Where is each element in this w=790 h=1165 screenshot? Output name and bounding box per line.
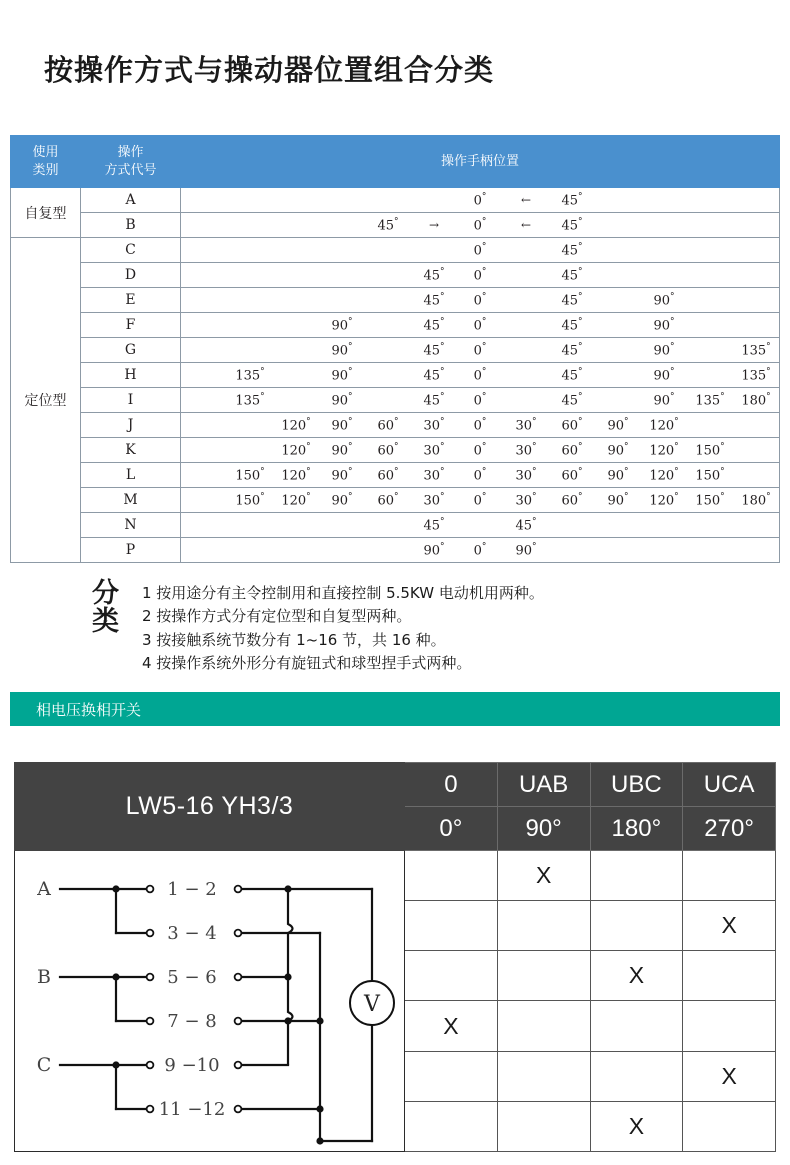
contact-mark-cell-active: X <box>497 851 590 901</box>
position-header-cell: UCA <box>683 763 776 807</box>
angle-value: 0° <box>473 541 487 559</box>
contact-terminal-out <box>234 886 241 893</box>
operation-code-cell: A <box>81 188 181 213</box>
page-title: 按操作方式与操动器位置组合分类 <box>44 53 495 87</box>
contact-mark-cell-empty <box>590 851 683 901</box>
angle-value: 120° <box>649 466 679 484</box>
contact-mark-cell-empty <box>590 1051 683 1101</box>
table-row <box>11 413 780 438</box>
contact-label: 1 − 2 <box>166 879 217 900</box>
position-header-cell: UBC <box>590 763 683 807</box>
angle-value: 45° <box>561 216 583 234</box>
meter-junction <box>316 1137 323 1144</box>
contact-mark-cell-empty <box>683 1001 776 1051</box>
contact-mark-cell-empty <box>683 1101 776 1151</box>
angle-value: 60° <box>377 416 399 434</box>
table-row <box>11 213 780 238</box>
angle-value: 120° <box>649 491 679 509</box>
contact-mark-cell-empty <box>405 901 498 951</box>
angle-value: 150° <box>695 491 725 509</box>
angle-slot-row <box>181 538 779 562</box>
angle-slot-row <box>181 438 779 462</box>
handle-position-cell <box>181 363 780 388</box>
contact-terminal-in <box>146 930 153 937</box>
angle-value: 0° <box>473 191 487 209</box>
phase-label-a: A <box>36 878 51 900</box>
angle-value: 90° <box>331 441 353 459</box>
contact-mark-cell-empty <box>497 951 590 1001</box>
classification-list <box>142 578 544 675</box>
operation-code-cell: I <box>81 388 181 413</box>
angle-value: 45° <box>377 216 399 234</box>
angle-value: 90° <box>607 416 629 434</box>
angle-value: 135° <box>235 391 265 409</box>
angle-header-cell: 90° <box>497 807 590 851</box>
angle-value: 0° <box>473 291 487 309</box>
classification-label-char1: 分 <box>92 578 119 609</box>
operation-code-cell: G <box>81 338 181 363</box>
angle-value: 0° <box>473 366 487 384</box>
switch-table-body <box>15 763 776 1152</box>
angle-value: 30° <box>423 491 445 509</box>
contact-terminal-in <box>146 974 153 981</box>
contact-mark-cell-empty <box>497 1001 590 1051</box>
angle-value: 90° <box>331 366 353 384</box>
angle-slot-row <box>181 513 779 537</box>
handle-position-cell <box>181 488 780 513</box>
angle-value: 0° <box>473 341 487 359</box>
operation-code-cell: N <box>81 513 181 538</box>
angle-value: 0° <box>473 491 487 509</box>
angle-value: 60° <box>561 416 583 434</box>
angle-slot-row <box>181 313 779 337</box>
angle-value: 45° <box>561 366 583 384</box>
angle-value: 90° <box>607 491 629 509</box>
contact-mark-cell-active: X <box>590 1101 683 1151</box>
angle-slot-row <box>181 263 779 287</box>
angle-value: 90° <box>653 291 675 309</box>
angle-value: 45° <box>561 291 583 309</box>
handle-position-cell <box>181 438 780 463</box>
table-row <box>11 363 780 388</box>
angle-slot-row <box>181 238 779 262</box>
table-row <box>11 288 780 313</box>
angle-value: 90° <box>331 391 353 409</box>
angle-value: 0° <box>473 391 487 409</box>
contact-mark-cell-active: X <box>683 901 776 951</box>
position-header-cell: UAB <box>497 763 590 807</box>
angle-value: 150° <box>235 491 265 509</box>
angle-value: 0° <box>473 466 487 484</box>
angle-value: 60° <box>377 466 399 484</box>
table-row <box>11 313 780 338</box>
header-category <box>11 136 81 188</box>
handle-position-cell <box>181 513 780 538</box>
angle-value: 45° <box>423 316 445 334</box>
operation-position-table <box>10 135 780 563</box>
angle-value: 0° <box>473 241 487 259</box>
angle-value: 120° <box>281 466 311 484</box>
angle-header-cell: 180° <box>590 807 683 851</box>
angle-value: 45° <box>423 366 445 384</box>
header-code-line1: 操作 <box>117 144 144 160</box>
handle-position-cell <box>181 313 780 338</box>
angle-table-body <box>11 188 780 563</box>
angle-value: 45° <box>561 266 583 284</box>
switch-table-wrapper <box>14 762 776 1150</box>
angle-value: 90° <box>331 341 353 359</box>
contact-mark-cell-empty <box>497 901 590 951</box>
angle-value: 45° <box>423 516 445 534</box>
angle-slot-row <box>181 213 779 237</box>
classification-item: 4 按操作系统外形分有旋钮式和球型捏手式两种。 <box>142 653 472 672</box>
arrow-right-icon: → <box>428 218 440 232</box>
operation-code-cell: J <box>81 413 181 438</box>
contact-mark-cell-empty <box>405 851 498 901</box>
angle-value: 180° <box>741 491 771 509</box>
angle-value: 90° <box>653 316 675 334</box>
angle-slot-row <box>181 288 779 312</box>
contact-terminal-out <box>234 974 241 981</box>
bus-junction <box>316 1017 323 1024</box>
classification-block <box>92 578 732 675</box>
table-row <box>11 338 780 363</box>
angle-value: 120° <box>281 416 311 434</box>
angle-value: 60° <box>377 441 399 459</box>
operation-code-cell: H <box>81 363 181 388</box>
phase-junction <box>112 973 119 980</box>
angle-value: 120° <box>649 441 679 459</box>
angle-value: 90° <box>607 466 629 484</box>
angle-header-cell: 270° <box>683 807 776 851</box>
angle-value: 90° <box>331 316 353 334</box>
table-row <box>11 238 780 263</box>
angle-value: 150° <box>695 441 725 459</box>
angle-value: 120° <box>649 416 679 434</box>
angle-slot-row <box>181 188 779 212</box>
angle-value: 135° <box>741 366 771 384</box>
angle-value: 45° <box>423 291 445 309</box>
operation-code-cell: D <box>81 263 181 288</box>
handle-position-cell <box>181 388 780 413</box>
handle-position-cell <box>181 238 780 263</box>
contact-label: 11 −12 <box>158 1099 225 1120</box>
contact-mark-cell-empty <box>590 901 683 951</box>
angle-value: 90° <box>607 441 629 459</box>
operation-code-cell: K <box>81 438 181 463</box>
category-cell: 定位型 <box>11 238 81 563</box>
phase-label-c: C <box>36 1054 51 1076</box>
handle-position-cell <box>181 263 780 288</box>
angle-value: 120° <box>281 441 311 459</box>
angle-value: 45° <box>561 316 583 334</box>
contact-mark-cell-empty <box>497 1051 590 1101</box>
angle-value: 90° <box>423 541 445 559</box>
contact-mark-cell-empty <box>683 951 776 1001</box>
contact-mark-cell-empty <box>405 1051 498 1101</box>
handle-position-cell <box>181 538 780 563</box>
angle-value: 180° <box>741 391 771 409</box>
angle-header-cell: 0° <box>405 807 498 851</box>
header-code-line2: 方式代号 <box>104 162 157 178</box>
angle-value: 60° <box>377 491 399 509</box>
section-banner-label: 相电压换相开关 <box>36 700 142 719</box>
handle-position-cell <box>181 213 780 238</box>
handle-position-cell <box>181 463 780 488</box>
angle-value: 60° <box>561 466 583 484</box>
angle-value: 0° <box>473 266 487 284</box>
handle-position-cell <box>181 188 780 213</box>
operation-code-cell: B <box>81 213 181 238</box>
angle-slot-row <box>181 413 779 437</box>
operation-code-cell: E <box>81 288 181 313</box>
model-name-cell: LW5-16 YH3/3 <box>15 763 405 851</box>
contact-terminal-in <box>146 1062 153 1069</box>
angle-value: 45° <box>515 516 537 534</box>
angle-slot-row <box>181 388 779 412</box>
angle-value: 90° <box>331 416 353 434</box>
operation-code-cell: F <box>81 313 181 338</box>
angle-value: 0° <box>473 441 487 459</box>
angle-slot-row <box>181 363 779 387</box>
phase-label-b: B <box>36 966 51 988</box>
angle-value: 90° <box>331 491 353 509</box>
arrow-left-icon: ← <box>520 218 532 232</box>
operation-code-cell: M <box>81 488 181 513</box>
classification-label-char2: 类 <box>92 606 119 638</box>
contact-mark-cell-empty <box>683 851 776 901</box>
contact-terminal-out <box>234 1062 241 1069</box>
contact-mark-cell-empty <box>405 951 498 1001</box>
angle-value: 30° <box>423 441 445 459</box>
operation-code-cell: P <box>81 538 181 563</box>
classification-item: 2 按操作方式分有定位型和自复型两种。 <box>142 607 412 626</box>
angle-value: 135° <box>695 391 725 409</box>
angle-value: 45° <box>561 191 583 209</box>
table-row <box>11 188 780 213</box>
handle-position-cell <box>181 338 780 363</box>
angle-value: 90° <box>653 366 675 384</box>
contact-terminal-out <box>234 1106 241 1113</box>
angle-value: 135° <box>235 366 265 384</box>
angle-value: 45° <box>561 241 583 259</box>
angle-value: 90° <box>515 541 537 559</box>
angle-value: 60° <box>561 441 583 459</box>
table-row <box>11 488 780 513</box>
classification-label <box>92 578 126 637</box>
angle-value: 45° <box>423 266 445 284</box>
angle-slot-row <box>181 338 779 362</box>
contact-label: 9 −10 <box>163 1055 220 1076</box>
operation-code-cell: C <box>81 238 181 263</box>
contact-terminal-out <box>234 930 241 937</box>
handle-position-cell <box>181 413 780 438</box>
angle-value: 60° <box>561 491 583 509</box>
contact-label: 7 − 8 <box>166 1011 217 1032</box>
header-positions: 操作手柄位置 <box>181 136 780 188</box>
contact-mark-cell-empty <box>590 1001 683 1051</box>
contact-mark-cell-active: X <box>590 951 683 1001</box>
contact-mark-cell-active: X <box>405 1001 498 1051</box>
angle-value: 30° <box>515 491 537 509</box>
angle-value: 30° <box>515 441 537 459</box>
phase-junction <box>112 885 119 892</box>
table-row <box>11 438 780 463</box>
angle-value: 150° <box>695 466 725 484</box>
angle-slot-row <box>181 463 779 487</box>
phase-voltage-switch-table <box>14 762 776 1152</box>
table-row <box>11 263 780 288</box>
switch-header-row-positions <box>15 763 776 807</box>
table-row <box>11 388 780 413</box>
contact-label: 3 − 4 <box>166 923 217 944</box>
table-header-row <box>11 136 780 188</box>
angle-value: 150° <box>235 466 265 484</box>
header-code <box>81 136 181 188</box>
angle-value: 0° <box>473 216 487 234</box>
classification-item: 3 按接触系统节数分有 1~16 节，共 16 种。 <box>142 630 446 649</box>
header-category-line1: 使用 <box>32 144 59 160</box>
angle-value: 45° <box>423 391 445 409</box>
table-row <box>11 463 780 488</box>
angle-value: 90° <box>653 341 675 359</box>
arrow-left-icon: ← <box>520 193 532 207</box>
angle-value: 90° <box>331 466 353 484</box>
handle-position-cell <box>181 288 780 313</box>
contact-terminal-in <box>146 1106 153 1113</box>
angle-value: 90° <box>653 391 675 409</box>
angle-value: 135° <box>741 341 771 359</box>
switch-table-row <box>15 851 776 901</box>
angle-value: 30° <box>515 466 537 484</box>
angle-value: 30° <box>423 416 445 434</box>
contact-terminal-in <box>146 886 153 893</box>
angle-value: 30° <box>515 416 537 434</box>
phase-junction <box>112 1061 119 1068</box>
angle-value: 120° <box>281 491 311 509</box>
classification-item: 1 按用途分有主令控制用和直接控制 5.5KW 电动机用两种。 <box>142 584 544 602</box>
table-row <box>11 538 780 563</box>
contact-terminal-in <box>146 1018 153 1025</box>
contact-label: 5 − 6 <box>166 967 217 988</box>
voltmeter-label: V <box>363 992 380 1017</box>
angle-value: 0° <box>473 316 487 334</box>
angle-slot-row <box>181 488 779 512</box>
angle-value: 45° <box>561 341 583 359</box>
category-cell: 自复型 <box>11 188 81 238</box>
angle-value: 30° <box>423 466 445 484</box>
contact-mark-cell-empty <box>405 1101 498 1151</box>
angle-value: 0° <box>473 416 487 434</box>
bus-junction <box>284 973 291 980</box>
contact-terminal-out <box>234 1018 241 1025</box>
contact-mark-cell-active: X <box>683 1051 776 1101</box>
angle-value: 45° <box>561 391 583 409</box>
wiring-diagram <box>20 851 400 1151</box>
header-category-line2: 类别 <box>32 162 59 178</box>
operation-code-cell: L <box>81 463 181 488</box>
table-row <box>11 513 780 538</box>
contact-mark-cell-empty <box>497 1101 590 1151</box>
position-header-cell: 0 <box>405 763 498 807</box>
wiring-diagram-cell <box>15 851 405 1152</box>
angle-value: 45° <box>423 341 445 359</box>
section-banner <box>10 692 780 726</box>
